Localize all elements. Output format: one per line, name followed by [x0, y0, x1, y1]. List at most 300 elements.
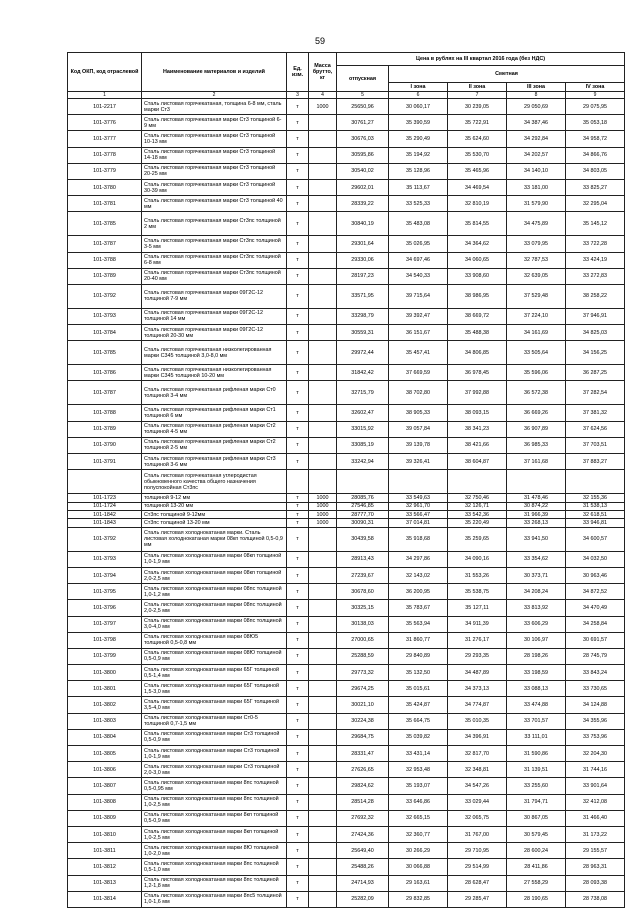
table-row [68, 746, 625, 762]
table-row [68, 502, 625, 510]
row-price-zone-4: 35 145,12 [566, 212, 625, 236]
table-row [68, 762, 625, 778]
row-price-zone-4: 33 946,81 [566, 519, 625, 527]
row-price-zone-4: 31 173,22 [566, 826, 625, 842]
row-price-otpusknaya: 33015,92 [337, 421, 389, 437]
row-name: Сталь листовая горячекатаная марки 09Г2С-12 толщиной 7-9 мм [142, 284, 287, 308]
row-price-zone-3: 33 088,13 [507, 681, 566, 697]
row-price-zone-3: 34 387,46 [507, 115, 566, 131]
row-price-zone-2: 34 911,39 [448, 616, 507, 632]
row-unit: т [287, 648, 309, 664]
row-unit: т [287, 551, 309, 567]
row-price-zone-1: 35 664,75 [389, 713, 448, 729]
row-price-zone-3: 33 354,62 [507, 551, 566, 567]
row-price-zone-2: 28 628,47 [448, 875, 507, 891]
row-code: 101-3800 [68, 665, 142, 681]
table-row [68, 519, 625, 527]
row-price-zone-3: 30 867,05 [507, 810, 566, 826]
row-code: 101-3797 [68, 616, 142, 632]
table-row [68, 99, 625, 115]
row-price-zone-1: 35 390,59 [389, 115, 448, 131]
row-price-zone-2: 30 239,05 [448, 99, 507, 115]
row-price-zone-2: 31 767,00 [448, 826, 507, 842]
row-price-zone-1: 35 193,07 [389, 778, 448, 794]
price-table [67, 52, 625, 908]
row-name: Ст3пс толщиной 13-20 мм [142, 519, 287, 527]
row-price-zone-4: 34 803,05 [566, 163, 625, 179]
row-mass [309, 778, 337, 794]
row-mass: 1000 [309, 510, 337, 518]
row-price-zone-4: 33 272,83 [566, 268, 625, 284]
row-price-zone-1: 35 483,08 [389, 212, 448, 236]
row-price-zone-3: 32 639,05 [507, 268, 566, 284]
table-row [68, 131, 625, 147]
row-code: 101-2217 [68, 99, 142, 115]
row-unit: т [287, 600, 309, 616]
row-price-otpusknaya: 28339,22 [337, 196, 389, 212]
row-price-zone-2: 33 542,36 [448, 510, 507, 518]
header-zone-2: II зона [448, 83, 507, 92]
row-mass [309, 729, 337, 745]
row-price-zone-2: 38 604,87 [448, 454, 507, 470]
row-name: Сталь листовая холоднокатаная марки 08Ю толщиной 0,5-0,9 мм [142, 648, 287, 664]
row-price-zone-4: 37 703,51 [566, 437, 625, 453]
row-price-otpusknaya: 29972,44 [337, 341, 389, 365]
row-price-zone-2: 32 126,71 [448, 502, 507, 510]
row-price-zone-1: 39 139,78 [389, 437, 448, 453]
row-code: 101-3795 [68, 584, 142, 600]
row-price-zone-4 [566, 470, 625, 494]
row-price-zone-1: 33 566,47 [389, 510, 448, 518]
row-name: Сталь листовая холоднокатаная марки 8Ю толщиной 1,0-2,0 мм [142, 843, 287, 859]
row-price-zone-2: 35 010,35 [448, 713, 507, 729]
row-code: 101-3812 [68, 859, 142, 875]
table-row [68, 196, 625, 212]
row-mass [309, 826, 337, 842]
row-price-zone-2: 35 220,49 [448, 519, 507, 527]
row-price-zone-2: 31 553,26 [448, 567, 507, 583]
row-price-otpusknaya: 29330,06 [337, 252, 389, 268]
row-unit: т [287, 567, 309, 583]
row-code: 101-1842 [68, 510, 142, 518]
row-code: 101-1724 [68, 502, 142, 510]
row-price-zone-2: 35 127,11 [448, 600, 507, 616]
row-price-zone-2: 32 348,81 [448, 762, 507, 778]
row-unit: т [287, 713, 309, 729]
column-index: 9 [566, 92, 625, 99]
row-price-zone-2: 35 530,70 [448, 147, 507, 163]
row-price-zone-4: 37 883,27 [566, 454, 625, 470]
row-code: 101-3793 [68, 308, 142, 324]
row-price-zone-4: 32 295,04 [566, 196, 625, 212]
row-unit: т [287, 437, 309, 453]
row-mass [309, 713, 337, 729]
row-code: 101-3814 [68, 891, 142, 907]
table-row [68, 681, 625, 697]
row-name: Сталь листовая холоднокатаная марки 08пс толщиной 2,0-2,5 мм [142, 600, 287, 616]
table-row [68, 147, 625, 163]
row-price-zone-1: 36 151,67 [389, 325, 448, 341]
row-code: 101-3785 [68, 341, 142, 365]
table-row [68, 600, 625, 616]
row-price-otpusknaya: 31842,42 [337, 365, 389, 381]
row-price-zone-4: 34 156,25 [566, 341, 625, 365]
table-row [68, 551, 625, 567]
row-price-zone-2: 35 538,75 [448, 584, 507, 600]
column-index: 3 [287, 92, 309, 99]
row-price-zone-4: 28 093,38 [566, 875, 625, 891]
row-mass [309, 762, 337, 778]
row-price-zone-3: 33 813,92 [507, 600, 566, 616]
row-price-otpusknaya: 29824,62 [337, 778, 389, 794]
row-price-zone-3: 30 579,45 [507, 826, 566, 842]
row-unit [287, 470, 309, 494]
row-name: Сталь листовая холоднокатаная марки 08кп толщиной 1,0-1,9 мм [142, 551, 287, 567]
row-price-zone-4: 33 722,28 [566, 236, 625, 252]
table-row [68, 470, 625, 494]
row-name: Сталь листовая горячекатаная марки Ст3 толщиной 10-13 мм [142, 131, 287, 147]
row-price-zone-2: 34 487,89 [448, 665, 507, 681]
table-row [68, 697, 625, 713]
row-name: Сталь листовая холоднокатаная марки 08пс толщиной 3,0-4,0 мм [142, 616, 287, 632]
row-price-zone-1: 34 297,86 [389, 551, 448, 567]
row-mass [309, 147, 337, 163]
row-name: Сталь листовая холоднокатаная марки 08пс толщиной 1,0-1,2 мм [142, 584, 287, 600]
column-index: 8 [507, 92, 566, 99]
row-unit: т [287, 99, 309, 115]
row-price-otpusknaya: 25282,09 [337, 891, 389, 907]
row-name: Сталь листовая горячекатаная марки Ст3 толщиной 20-25 мм [142, 163, 287, 179]
row-unit: т [287, 494, 309, 502]
row-code: 101-3798 [68, 632, 142, 648]
row-code: 101-3788 [68, 252, 142, 268]
row-price-otpusknaya: 30325,15 [337, 600, 389, 616]
table-row [68, 665, 625, 681]
row-code: 101-3792 [68, 284, 142, 308]
row-price-zone-4: 31 466,40 [566, 810, 625, 826]
row-code: 101-3810 [68, 826, 142, 842]
row-price-zone-3: 33 198,59 [507, 665, 566, 681]
row-unit: т [287, 826, 309, 842]
table-row [68, 284, 625, 308]
row-price-zone-2: 33 029,44 [448, 794, 507, 810]
row-name: Сталь листовая горячекатаная марки Ст3пс толщиной 3-5 мм [142, 236, 287, 252]
row-mass [309, 527, 337, 551]
column-index: 2 [142, 92, 287, 99]
row-price-zone-1: 39 392,47 [389, 308, 448, 324]
row-price-otpusknaya: 33571,95 [337, 284, 389, 308]
row-code: 101-3780 [68, 179, 142, 195]
row-code: 101-3784 [68, 325, 142, 341]
row-unit: т [287, 665, 309, 681]
row-price-zone-2: 36 978,45 [448, 365, 507, 381]
row-mass [309, 746, 337, 762]
row-price-zone-4: 35 053,18 [566, 115, 625, 131]
row-price-zone-4: 37 624,56 [566, 421, 625, 437]
row-unit: т [287, 252, 309, 268]
row-price-zone-1: 32 143,02 [389, 567, 448, 583]
row-price-otpusknaya: 24714,93 [337, 875, 389, 891]
row-price-otpusknaya: 32602,47 [337, 405, 389, 421]
row-price-zone-4: 37 381,32 [566, 405, 625, 421]
row-price-zone-1: 32 953,48 [389, 762, 448, 778]
row-name: Сталь листовая горячекатаная, толщина 6-8 мм, сталь марки Ст3 [142, 99, 287, 115]
row-price-otpusknaya: 27546,85 [337, 502, 389, 510]
row-code: 101-3794 [68, 567, 142, 583]
row-price-zone-1: 30 266,29 [389, 843, 448, 859]
row-price-zone-2: 34 373,13 [448, 681, 507, 697]
row-mass [309, 341, 337, 365]
row-price-zone-4: 33 901,64 [566, 778, 625, 794]
row-name: Сталь листовая холоднокатаная марки 8пс толщиной 1,0-2,5 мм [142, 794, 287, 810]
header-otpusknaya: отпускная [337, 66, 389, 92]
row-price-otpusknaya: 27424,36 [337, 826, 389, 842]
header-mass: Масса брутто, кг [309, 53, 337, 92]
column-index: 5 [337, 92, 389, 99]
row-price-zone-3: 30 874,22 [507, 502, 566, 510]
row-unit: т [287, 843, 309, 859]
row-name: Сталь листовая горячекатаная рифленая марки Ст0 толщиной 3-4 мм [142, 381, 287, 405]
row-price-zone-2: 32 750,46 [448, 494, 507, 502]
row-code: 101-3788 [68, 405, 142, 421]
row-mass [309, 567, 337, 583]
row-price-zone-4: 34 600,57 [566, 527, 625, 551]
row-price-otpusknaya: 30021,10 [337, 697, 389, 713]
row-mass [309, 196, 337, 212]
row-price-zone-2: 32 810,19 [448, 196, 507, 212]
row-code: 101-3781 [68, 196, 142, 212]
row-price-zone-3: 33 111,01 [507, 729, 566, 745]
row-mass: 1000 [309, 494, 337, 502]
row-mass [309, 616, 337, 632]
row-price-zone-3: 30 373,71 [507, 567, 566, 583]
row-code: 101-3796 [68, 600, 142, 616]
table-row [68, 859, 625, 875]
header-zone-1: I зона [389, 83, 448, 92]
column-index-row [68, 92, 625, 99]
row-name: Сталь листовая горячекатаная марки Ст3 толщиной 14-18 мм [142, 147, 287, 163]
row-name: Сталь листовая горячекатаная углеродистая обыкновенного качества общего назначения полуспокойная Ст3пс [142, 470, 287, 494]
row-price-zone-1: 34 540,33 [389, 268, 448, 284]
row-price-zone-1: 30 060,17 [389, 99, 448, 115]
row-price-otpusknaya: 30678,60 [337, 584, 389, 600]
row-price-zone-1: 37 014,81 [389, 519, 448, 527]
row-price-zone-1: 35 290,49 [389, 131, 448, 147]
row-price-zone-1: 39 715,64 [389, 284, 448, 308]
row-price-zone-4: 33 753,96 [566, 729, 625, 745]
row-price-zone-3: 34 140,10 [507, 163, 566, 179]
row-price-otpusknaya: 27626,65 [337, 762, 389, 778]
row-name: Сталь листовая горячекатаная низколегированная марки С345 толщиной 10-20 мм [142, 365, 287, 381]
row-price-zone-2: 34 469,54 [448, 179, 507, 195]
table-row [68, 405, 625, 421]
row-mass [309, 308, 337, 324]
header-name: Наименование материалов и изделий [142, 53, 287, 92]
row-mass [309, 437, 337, 453]
row-price-otpusknaya: 28913,43 [337, 551, 389, 567]
row-name: Сталь листовая холоднокатаная марки 8пс толщиной 0,5-0,95 мм [142, 778, 287, 794]
row-price-otpusknaya: 30559,31 [337, 325, 389, 341]
table-row [68, 308, 625, 324]
row-name: Сталь листовая горячекатаная марки Ст3пс толщиной 2 мм [142, 212, 287, 236]
row-price-otpusknaya: 29602,01 [337, 179, 389, 195]
row-price-zone-1: 35 128,96 [389, 163, 448, 179]
row-code: 101-3785 [68, 212, 142, 236]
table-row [68, 843, 625, 859]
row-price-zone-4: 37 946,91 [566, 308, 625, 324]
row-price-zone-3: 35 596,06 [507, 365, 566, 381]
row-price-zone-1: 35 015,61 [389, 681, 448, 697]
row-price-zone-3: 33 606,29 [507, 616, 566, 632]
table-row [68, 454, 625, 470]
row-price-zone-2: 35 465,96 [448, 163, 507, 179]
row-price-zone-1: 31 860,77 [389, 632, 448, 648]
row-price-zone-4: 28 745,79 [566, 648, 625, 664]
row-price-otpusknaya: 30595,86 [337, 147, 389, 163]
table-row [68, 794, 625, 810]
row-unit: т [287, 308, 309, 324]
row-mass [309, 365, 337, 381]
table-row [68, 616, 625, 632]
row-price-zone-1: 39 326,41 [389, 454, 448, 470]
row-mass: 1000 [309, 502, 337, 510]
row-unit: т [287, 421, 309, 437]
row-name: Сталь листовая холоднокатаная марки. Сталь листовая холоднокатаная марки 08кп толщиной 0,5-0,9 мм [142, 527, 287, 551]
row-price-zone-1: 29 163,61 [389, 875, 448, 891]
row-code: 101-3789 [68, 421, 142, 437]
row-price-zone-4: 31 538,13 [566, 502, 625, 510]
table-row [68, 212, 625, 236]
row-price-zone-1: 35 783,67 [389, 600, 448, 616]
row-name: Сталь листовая холоднокатаная марки 65Г толщиной 0,5-1,4 мм [142, 665, 287, 681]
row-mass [309, 381, 337, 405]
row-unit: т [287, 268, 309, 284]
row-code: 101-3811 [68, 843, 142, 859]
header-unit: Ед. изм. [287, 53, 309, 92]
row-price-zone-3: 37 224,10 [507, 308, 566, 324]
row-price-zone-1: 38 905,33 [389, 405, 448, 421]
row-price-zone-3: 33 268,13 [507, 519, 566, 527]
table-row [68, 236, 625, 252]
page-number: 59 [314, 36, 325, 46]
header-zone-3: III зона [507, 83, 566, 92]
table-row [68, 163, 625, 179]
row-mass [309, 284, 337, 308]
row-price-zone-4: 29 075,95 [566, 99, 625, 115]
row-mass [309, 681, 337, 697]
row-mass [309, 163, 337, 179]
row-price-otpusknaya: 30676,03 [337, 131, 389, 147]
row-mass [309, 600, 337, 616]
row-price-zone-4: 29 155,57 [566, 843, 625, 859]
row-price-zone-2: 34 774,87 [448, 697, 507, 713]
row-price-otpusknaya: 30090,31 [337, 519, 389, 527]
row-price-zone-2: 29 285,47 [448, 891, 507, 907]
row-price-otpusknaya: 29674,25 [337, 681, 389, 697]
row-name: Сталь листовая холоднокатаная марки 08кп толщиной 2,0-2,5 мм [142, 567, 287, 583]
row-code: 101-3777 [68, 131, 142, 147]
row-unit: т [287, 729, 309, 745]
row-price-zone-3: 34 292,84 [507, 131, 566, 147]
row-price-zone-3: 34 475,89 [507, 212, 566, 236]
row-price-zone-4: 36 287,25 [566, 365, 625, 381]
row-price-zone-4: 32 155,36 [566, 494, 625, 502]
column-index: 7 [448, 92, 507, 99]
row-price-otpusknaya: 27239,67 [337, 567, 389, 583]
row-price-zone-3: 30 106,97 [507, 632, 566, 648]
row-name: Сталь листовая горячекатаная марки 09Г2С-12 толщиной 20-30 мм [142, 325, 287, 341]
row-price-zone-4: 33 424,19 [566, 252, 625, 268]
row-price-otpusknaya: 28197,23 [337, 268, 389, 284]
row-unit: т [287, 519, 309, 527]
row-price-otpusknaya: 30439,58 [337, 527, 389, 551]
table-row [68, 268, 625, 284]
row-price-zone-2: 34 396,91 [448, 729, 507, 745]
row-mass: 1000 [309, 99, 337, 115]
table-row [68, 252, 625, 268]
row-price-zone-1: 30 066,88 [389, 859, 448, 875]
row-price-zone-2: 38 986,95 [448, 284, 507, 308]
row-name: Сталь листовая холоднокатаная марки 8пс толщиной 0,5-1,0 мм [142, 859, 287, 875]
row-mass [309, 648, 337, 664]
row-name: Сталь листовая холоднокатаная марки 8кп толщиной 1,0-2,5 мм [142, 826, 287, 842]
row-price-zone-4: 30 691,57 [566, 632, 625, 648]
row-price-zone-3: 37 161,68 [507, 454, 566, 470]
table-row [68, 632, 625, 648]
column-index: 4 [309, 92, 337, 99]
row-price-zone-1: 33 525,33 [389, 196, 448, 212]
row-price-zone-2: 31 276,17 [448, 632, 507, 648]
row-code: 101-3790 [68, 437, 142, 453]
row-price-otpusknaya: 27000,65 [337, 632, 389, 648]
row-unit: т [287, 584, 309, 600]
table-row [68, 527, 625, 551]
row-price-zone-3 [507, 470, 566, 494]
row-price-zone-4: 34 355,96 [566, 713, 625, 729]
row-price-zone-2: 35 624,60 [448, 131, 507, 147]
row-unit: т [287, 810, 309, 826]
row-code: 101-3807 [68, 778, 142, 794]
row-price-otpusknaya: 33242,94 [337, 454, 389, 470]
row-price-zone-4: 34 958,72 [566, 131, 625, 147]
row-unit: т [287, 746, 309, 762]
row-name: Сталь листовая горячекатаная рифленая марки Ст3 толщиной 3-6 мм [142, 454, 287, 470]
row-price-zone-1: 36 200,95 [389, 584, 448, 600]
row-price-zone-1: 35 113,67 [389, 179, 448, 195]
row-mass: 1000 [309, 519, 337, 527]
row-unit: т [287, 681, 309, 697]
row-price-zone-4: 34 032,50 [566, 551, 625, 567]
row-code: 101-3808 [68, 794, 142, 810]
row-price-zone-2: 32 065,75 [448, 810, 507, 826]
row-price-otpusknaya: 30761,27 [337, 115, 389, 131]
table-row [68, 584, 625, 600]
row-price-otpusknaya: 33085,19 [337, 437, 389, 453]
row-price-zone-2: 38 421,66 [448, 437, 507, 453]
row-price-zone-2: 34 060,65 [448, 252, 507, 268]
row-name: Сталь листовая горячекатаная рифленая марки Ст1 толщиной 6 мм [142, 405, 287, 421]
header-price-group: Цена в рублях на III квартал 2016 года (без НДС) [337, 53, 625, 66]
row-name: Сталь листовая горячекатаная рифленая марки Ст2 толщиной 2-5 мм [142, 437, 287, 453]
row-name: Сталь листовая горячекатаная марки Ст3 толщиной 30-39 мм [142, 179, 287, 195]
row-price-zone-3: 31 590,86 [507, 746, 566, 762]
row-price-zone-1: 35 026,95 [389, 236, 448, 252]
row-mass [309, 212, 337, 236]
row-price-zone-1: 29 840,89 [389, 648, 448, 664]
row-price-zone-1 [389, 470, 448, 494]
row-mass [309, 632, 337, 648]
table-row [68, 713, 625, 729]
